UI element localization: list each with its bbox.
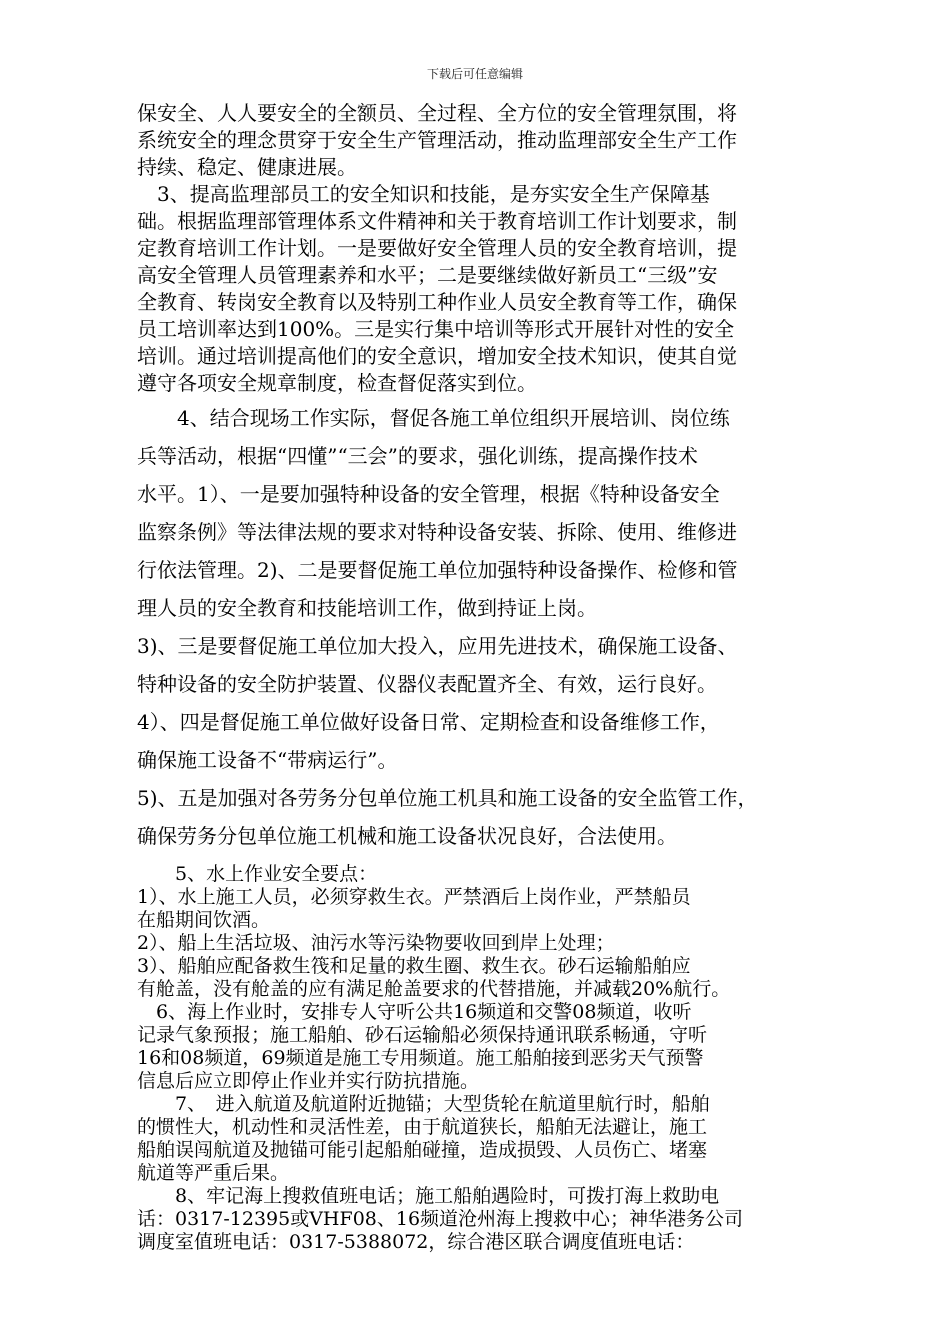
text-line: 话：0317-12395或VHF08、16频道沧州海上搜救中心；神华港务公司 xyxy=(137,1208,744,1230)
section-block-2 xyxy=(137,399,817,855)
page-header: 下载后可任意编辑 xyxy=(426,67,523,81)
text-line: 监察条例》等法律法规的要求对特种设备安装、拆除、使用、维修进 xyxy=(137,520,737,544)
text-line: 航道等严重后果。 xyxy=(137,1162,290,1184)
text-line: 5)、五是加强对各劳务分包单位施工机具和施工设备的安全监管工作， xyxy=(137,786,758,810)
text-line: 的惯性大，机动性和灵活性差，由于航道狭长，船舶无法避让，施工 xyxy=(137,1116,708,1138)
text-line: 3)、三是要督促施工单位加大投入，应用先进技术，确保施工设备、 xyxy=(137,634,738,658)
text-line: 理人员的安全教育和技能培训工作，做到持证上岗。 xyxy=(137,596,597,620)
text-line: 信息后应立即停止作业并实行防抗措施。 xyxy=(137,1070,480,1092)
text-line: 7、 进入航道及航道附近抛锚；大型货轮在航道里航行时，船舶 xyxy=(137,1093,710,1115)
text-line: 1）、水上施工人员，必须穿救生衣。严禁酒后上岗作业，严禁船员 xyxy=(137,886,691,908)
text-line: 高安全管理人员管理素养和水平；二是要继续做好新员工“三级”安 xyxy=(137,263,718,287)
text-line: 有舱盖，没有舱盖的应有满足舱盖要求的代替措施，并减载20%航行。 xyxy=(137,978,731,1000)
text-line: 调度室值班电话：0317-5388072，综合港区联合调度值班电话： xyxy=(137,1231,695,1253)
text-line: 兵等活动，根据“四懂”“三会”的要求，强化训练，提高操作技术 xyxy=(137,444,698,468)
text-line: 2）、船上生活垃圾、油污水等污染物要收回到岸上处理； xyxy=(137,932,615,954)
section-block-1 xyxy=(137,100,817,397)
text-line: 员工培训率达到100%。三是实行集中培训等形式开展针对性的安全 xyxy=(137,317,735,341)
text-line: 5、水上作业安全要点： xyxy=(137,863,378,885)
text-line: 全教育、转岗安全教育以及特别工种作业人员安全教育等工作，确保 xyxy=(137,290,737,314)
text-line: 系统安全的理念贯穿于安全生产管理活动，推动监理部安全生产工作 xyxy=(137,128,737,152)
text-line: 16和08频道，69频道是施工专用频道。施工船舶接到恶劣天气预警 xyxy=(137,1047,704,1069)
text-line: 3）、船舶应配备救生筏和足量的救生圈、救生衣。砂石运输船舶应 xyxy=(137,955,691,977)
text-line: 4）、四是督促施工单位做好设备日常、定期检查和设备维修工作， xyxy=(137,710,720,734)
text-line: 特种设备的安全防护装置、仪器仪表配置齐全、有效，运行良好。 xyxy=(137,672,717,696)
text-line: 础。根据监理部管理体系文件精神和关于教育培训工作计划要求，制 xyxy=(137,209,737,233)
text-line: 遵守各项安全规章制度，检查督促落实到位。 xyxy=(137,371,537,395)
text-line: 8、牢记海上搜救值班电话；施工船舶遇险时，可拨打海上救助电 xyxy=(137,1185,720,1207)
section-block-4 xyxy=(137,1001,817,1254)
text-line: 确保施工设备不“带病运行”。 xyxy=(137,748,398,772)
text-line: 保安全、人人要安全的全额员、全过程、全方位的安全管理氛围，将 xyxy=(137,101,737,125)
text-line: 在船期间饮酒。 xyxy=(137,909,271,931)
text-line: 行依法管理。2)、二是要督促施工单位加强特种设备操作、检修和管 xyxy=(137,558,738,582)
text-line: 船舶误闯航道及抛锚可能引起船舶碰撞，造成损毁、人员伤亡、堵塞 xyxy=(137,1139,708,1161)
text-line: 水平。1）、一是要加强特种设备的安全管理，根据《特种设备安全 xyxy=(137,482,720,506)
text-line: 4、结合现场工作实际，督促各施工单位组织开展培训、岗位练 xyxy=(137,406,730,430)
text-line: 持续、稳定、健康进展。 xyxy=(137,155,357,179)
text-line: 记录气象预报；施工船舶、砂石运输船必须保持通讯联系畅通，守听 xyxy=(137,1024,708,1046)
text-line: 培训。通过培训提高他们的安全意识，增加安全技术知识，使其自觉 xyxy=(137,344,737,368)
text-line: 定教育培训工作计划。一是要做好安全管理人员的安全教育培训，提 xyxy=(137,236,737,260)
document-body xyxy=(137,100,817,1254)
text-line: 6、海上作业时，安排专人守听公共16频道和交警08频道，收听 xyxy=(137,1001,692,1023)
section-block-3 xyxy=(137,863,817,1001)
text-line: 3、提高监理部员工的安全知识和技能，是夯实安全生产保障基 xyxy=(137,182,710,206)
text-line: 确保劳务分包单位施工机械和施工设备状况良好，合法使用。 xyxy=(137,824,677,848)
